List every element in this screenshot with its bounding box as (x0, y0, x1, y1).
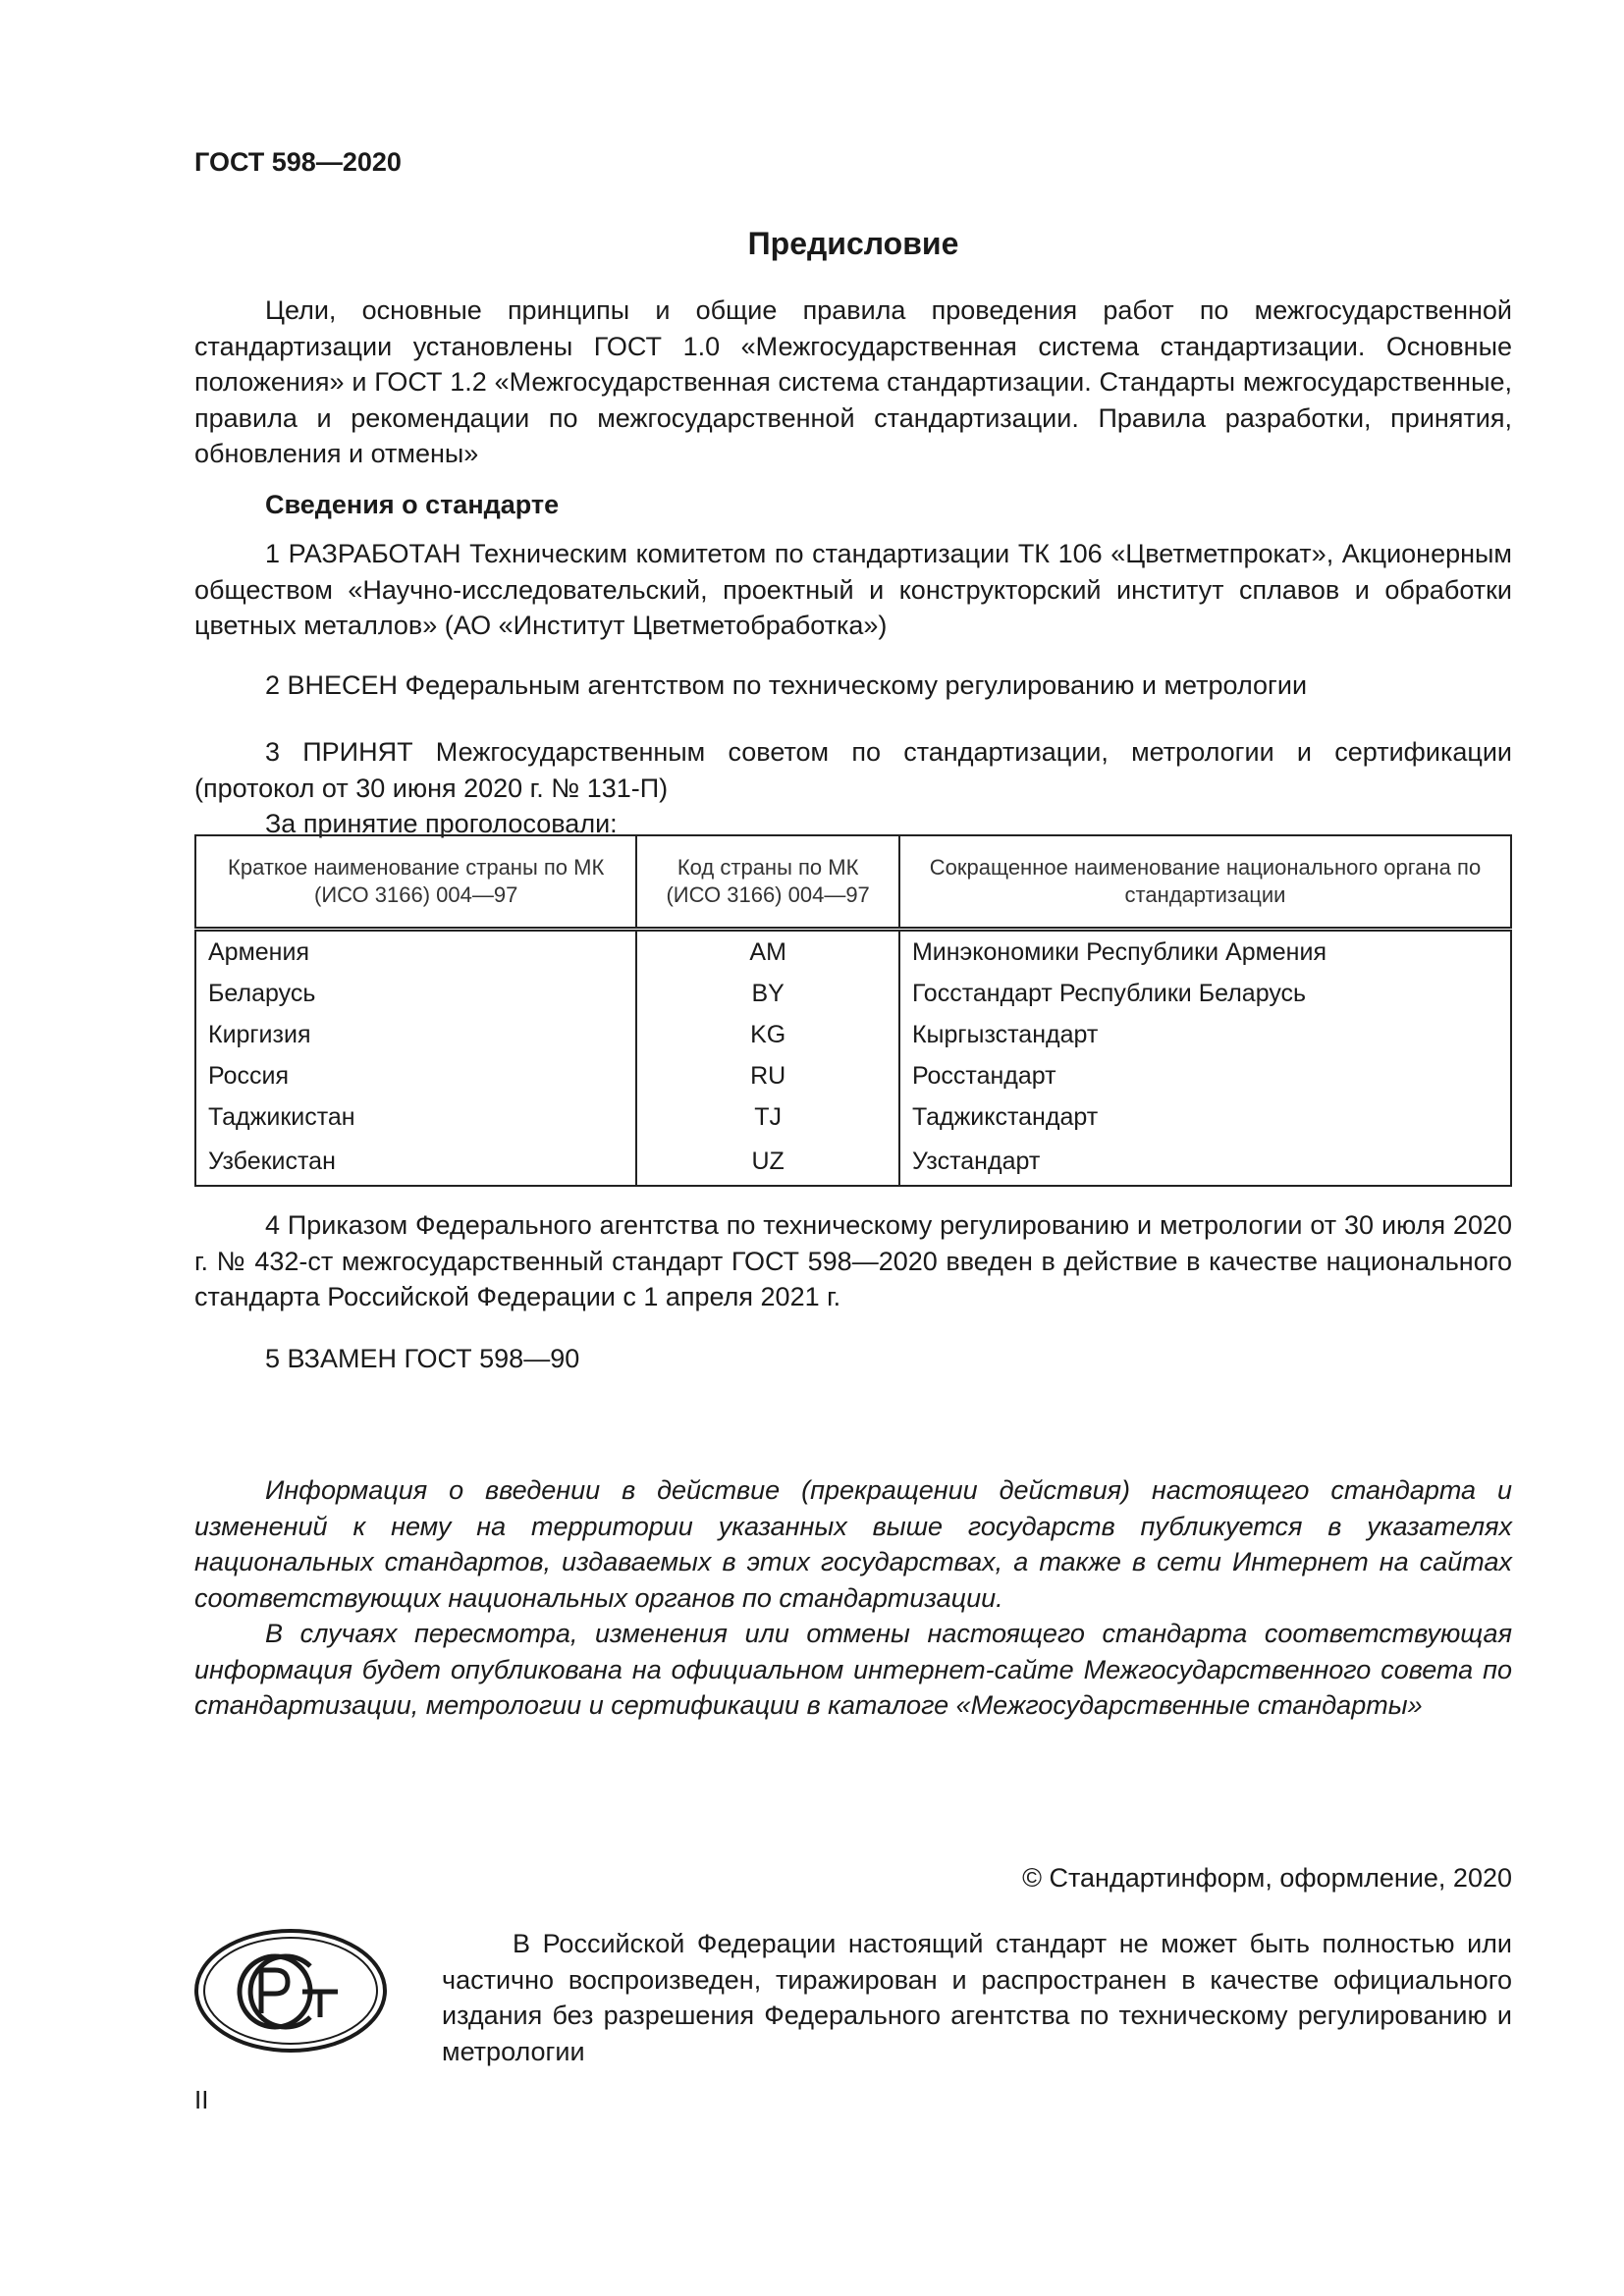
page-title: Предисловие (747, 226, 959, 261)
page-number: II (194, 2085, 209, 2114)
country-cell: Узбекистан (195, 1138, 636, 1186)
foreword-intro-paragraph: Цели, основные принципы и общие правила проведения работ по межгосударственной стандартизации установлены ГОСТ 1.0 «Межгосударственная система стандартизации. Основные положения» и ГОСТ 1.2 «Межгосударственная система стандартизации. Стандарты межгосударственные, правила и рекомендации по межгосударственной стандартизации. Правила разработки, принятия, обновления и отмены» (194, 295, 1512, 468)
table-header-row (195, 835, 1511, 930)
standard-info-heading-block (194, 487, 1512, 523)
item-adopted-by: 3 ПРИНЯТ Межгосударственным советом по стандартизации, метрологии и сертификации (протокол от 30 июня 2020 г. № 131-П) (194, 737, 1512, 803)
table-row (195, 973, 1511, 1014)
info-note-publication: Информация о введении в действие (прекращении действия) настоящего стандарта и изменений к нему на территории указанных выше государств публикуется в указателях национальных стандартов, издаваемых в этих государствах, а также в сети Интернет на сайтах соответствующих национальных органов по стандартизации. (194, 1475, 1512, 1613)
information-notes-block (194, 1472, 1512, 1724)
authority-cell: Росстандарт (899, 1055, 1511, 1096)
item-enacted-by-order: 4 Приказом Федерального агентства по техническому регулированию и метрологии от 30 июля 2020 г. № 432-ст межгосударственный стандарт ГОСТ 598—2020 введен в действие в качестве национального стандарта Российской Федерации с 1 апреля 2021 г. (194, 1210, 1512, 1311)
votes-table-block (194, 834, 1512, 1187)
votes-table (194, 834, 1512, 1187)
table-row (195, 1014, 1511, 1055)
item-developed-by: 1 РАЗРАБОТАН Техническим комитетом по стандартизации ТК 106 «Цветметпрокат», Акционерным обществом «Научно-исследовательский, проектный и конструкторский институт сплавов и обработки цветных металлов» (АО «Институт Цветметобработка») (194, 539, 1512, 640)
section-heading: Сведения о стандарте (265, 490, 560, 519)
item-3-block (194, 734, 1512, 842)
country-code-cell: TJ (636, 1096, 899, 1138)
country-code-cell: UZ (636, 1138, 899, 1186)
country-cell: Таджикистан (195, 1096, 636, 1138)
table-row (195, 1096, 1511, 1138)
table-row (195, 930, 1511, 974)
country-code-cell: BY (636, 973, 899, 1014)
country-cell: Киргизия (195, 1014, 636, 1055)
reproduction-rights-notice: В Российской Федерации настоящий стандарт не может быть полностью или частично воспроизведен, тиражирован и распространен в качестве официального издания без разрешения Федерального агентства по техническому регулированию и метрологии (442, 1929, 1512, 2066)
reproduction-rights-block (442, 1926, 1512, 2069)
table-row (195, 1055, 1511, 1096)
item-4-block (194, 1207, 1512, 1315)
table-header-authority: Сокращенное наименование национального органа по стандартизации (899, 835, 1511, 930)
country-code-cell: RU (636, 1055, 899, 1096)
authority-cell: Минэкономики Республики Армения (899, 930, 1511, 974)
authority-cell: Таджикстандарт (899, 1096, 1511, 1138)
copyright-notice: © Стандартинформ, оформление, 2020 (1022, 1863, 1512, 1893)
authority-cell: Госстандарт Республики Беларусь (899, 973, 1511, 1014)
item-2-block (194, 667, 1512, 704)
item-replaces: 5 ВЗАМЕН ГОСТ 598—90 (265, 1344, 580, 1373)
document-code-header: ГОСТ 598—2020 (194, 147, 402, 177)
table-header-country: Краткое наименование страны по МК (ИСО 3166) 004—97 (195, 835, 636, 930)
authority-cell: Кыргызстандарт (899, 1014, 1511, 1055)
item-5-block (194, 1341, 1512, 1377)
country-code-cell: KG (636, 1014, 899, 1055)
country-cell: Россия (195, 1055, 636, 1096)
item-submitted-by: 2 ВНЕСЕН Федеральным агентством по техническому регулированию и метрологии (265, 670, 1308, 700)
vote-intro-text: За принятие проголосовали: (265, 809, 618, 838)
country-code-cell: AM (636, 930, 899, 974)
authority-cell: Узстандарт (899, 1138, 1511, 1186)
table-row (195, 1138, 1511, 1186)
item-1-block (194, 536, 1512, 644)
foreword-intro-block (194, 293, 1512, 472)
table-header-code: Код страны по МК (ИСО 3166) 004—97 (636, 835, 899, 930)
rst-certification-mark-icon (192, 1927, 389, 2055)
info-note-revision: В случаях пересмотра, изменения или отмены настоящего стандарта соответствующая информация будет опубликована на официальном интернет-сайте Межгосударственного совета по стандартизации, метрологии и сертификации в каталоге «Межгосударственные стандарты» (194, 1619, 1512, 1720)
country-cell: Беларусь (195, 973, 636, 1014)
country-cell: Армения (195, 930, 636, 974)
